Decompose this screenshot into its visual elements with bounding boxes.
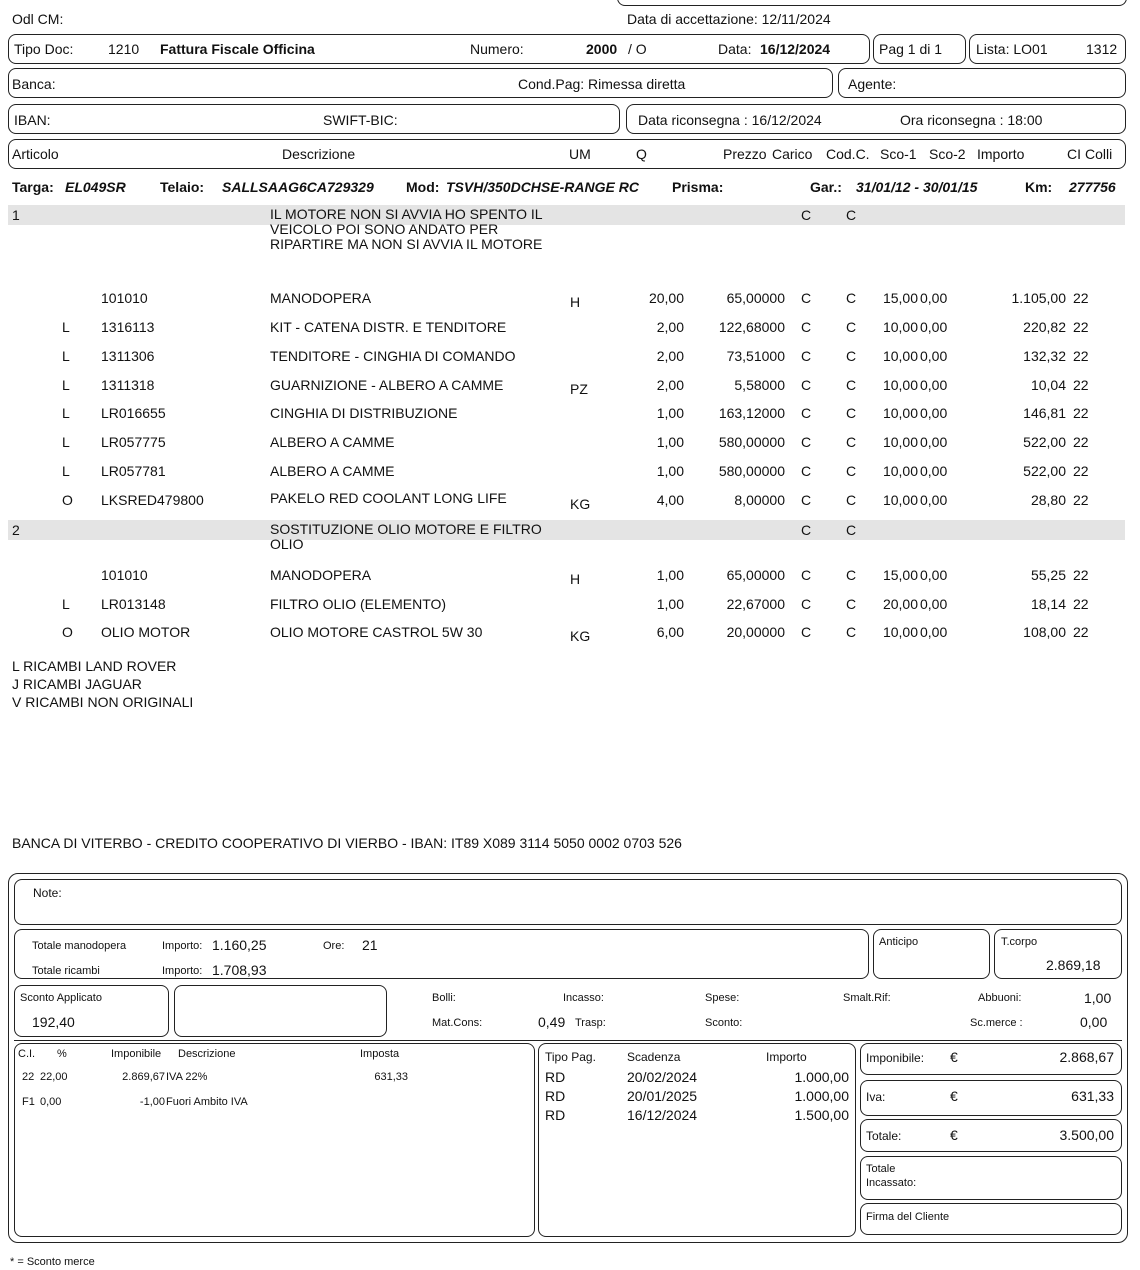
footnote: * = Sconto merce — [10, 1256, 95, 1268]
row-carico: C — [801, 434, 812, 450]
row-importo: 1.105,00 — [1011, 290, 1066, 306]
tot-mano-imp-label: Importo: — [162, 940, 203, 952]
col-sco1: Sco-1 — [880, 146, 917, 162]
row-codc: C — [846, 319, 857, 335]
row-price: 65,00000 — [726, 567, 785, 583]
row-article: LR057781 — [101, 463, 166, 479]
section-1-number: 1 — [12, 207, 20, 223]
data-riconsegna: Data riconsegna : 16/12/2024 — [638, 112, 822, 128]
row-article: LR013148 — [101, 596, 166, 612]
sconto2-label: Sconto: — [705, 1017, 743, 1029]
firma-label: Firma del Cliente — [866, 1211, 950, 1223]
row-description: TENDITORE - CINGHIA DI COMANDO — [270, 348, 516, 364]
iva-value: 631,33 — [1071, 1088, 1114, 1104]
row-carico: C — [801, 290, 812, 306]
row-price: 65,00000 — [726, 290, 785, 306]
row-um: H — [570, 294, 581, 310]
km-label: Km: — [1025, 179, 1053, 195]
row-importo: 220,82 — [1023, 319, 1066, 335]
vat-1-pct: 22,00 — [40, 1071, 68, 1083]
totale-value: 3.500,00 — [1059, 1127, 1114, 1143]
pag-label: Pag 1 di 1 — [879, 41, 943, 57]
numero-suffix: / O — [628, 41, 647, 57]
iban-box — [8, 104, 620, 134]
row-codc: C — [846, 624, 857, 640]
pay-3-tipo: RD — [545, 1107, 566, 1123]
row-ci: 22 — [1073, 377, 1089, 393]
col-um: UM — [569, 146, 591, 162]
blank-box — [174, 985, 387, 1037]
abbuoni-label: Abbuoni: — [978, 992, 1022, 1004]
prisma-label: Prisma: — [672, 179, 724, 195]
vat-h-ci: C.I. — [18, 1048, 36, 1060]
row-article: LKSRED479800 — [101, 492, 204, 508]
row-article: OLIO MOTOR — [101, 624, 191, 640]
row-um: KG — [570, 628, 591, 644]
row-ci: 22 — [1073, 434, 1089, 450]
pay-1-scad: 20/02/2024 — [627, 1069, 698, 1085]
vat-2-imp: -1,00 — [139, 1096, 165, 1108]
pay-h-imp: Importo — [766, 1050, 807, 1064]
ore-value: 21 — [362, 937, 378, 953]
row-ci: 22 — [1073, 290, 1089, 306]
row-sco1: 10,00 — [882, 463, 918, 479]
row-carico: C — [801, 492, 812, 508]
vat-1-imp: 2.869,67 — [122, 1071, 165, 1083]
telaio-label: Telaio: — [160, 179, 205, 195]
pay-2-imp: 1.000,00 — [794, 1088, 849, 1104]
vat-h-pct: % — [57, 1048, 67, 1060]
tot-ric-imp-label: Importo: — [162, 965, 203, 977]
pay-3-imp: 1.500,00 — [794, 1107, 849, 1123]
ore-label: Ore: — [323, 940, 345, 952]
row-codc: C — [846, 463, 857, 479]
row-ci: 22 — [1073, 405, 1089, 421]
row-quantity: 1,00 — [656, 434, 684, 450]
row-type: L — [62, 463, 70, 479]
section-1-carico: C — [801, 207, 812, 223]
tcorpo-label: T.corpo — [1001, 936, 1038, 948]
tipo-doc-code: 1210 — [108, 41, 140, 57]
abbuoni-value: 1,00 — [1084, 990, 1112, 1006]
section-2-number: 2 — [12, 522, 20, 538]
iban-label: IBAN: — [14, 112, 51, 128]
vat-1-imposta: 631,33 — [374, 1071, 408, 1083]
lista-value: 1312 — [1086, 41, 1118, 57]
sconto-value: 192,40 — [32, 1014, 75, 1030]
section-2-description: SOSTITUZIONE OLIO MOTORE E FILTRO OLIO — [270, 521, 542, 552]
imponibile-euro: € — [950, 1049, 958, 1065]
banca-label: Banca: — [12, 76, 56, 92]
row-carico: C — [801, 596, 812, 612]
note-box — [14, 879, 1122, 925]
col-importo: Importo — [977, 146, 1025, 162]
row-sco1: 15,00 — [882, 567, 918, 583]
row-codc: C — [846, 290, 857, 306]
row-importo: 522,00 — [1023, 434, 1066, 450]
row-quantity: 1,00 — [656, 567, 684, 583]
row-sco1: 15,00 — [882, 290, 918, 306]
row-sco1: 10,00 — [882, 377, 918, 393]
row-um: KG — [570, 496, 591, 512]
row-type: L — [62, 319, 70, 335]
row-price: 20,00000 — [726, 624, 785, 640]
vat-2-desc: Fuori Ambito IVA — [166, 1096, 248, 1108]
row-price: 163,12000 — [718, 405, 785, 421]
row-type: O — [62, 624, 73, 640]
pay-h-scad: Scadenza — [627, 1050, 681, 1064]
row-carico: C — [801, 624, 812, 640]
row-quantity: 6,00 — [656, 624, 684, 640]
row-article: 1311318 — [101, 377, 155, 393]
ora-riconsegna: Ora riconsegna : 18:00 — [900, 112, 1043, 128]
pay-2-tipo: RD — [545, 1088, 566, 1104]
row-sco2: 0,00 — [920, 492, 948, 508]
row-type: L — [62, 434, 70, 450]
row-article: 101010 — [101, 567, 148, 583]
swift-label: SWIFT-BIC: — [323, 112, 398, 128]
agente-label: Agente: — [848, 76, 897, 92]
row-importo: 522,00 — [1023, 463, 1066, 479]
row-codc: C — [846, 492, 857, 508]
bolli-label: Bolli: — [432, 992, 456, 1004]
row-description: MANODOPERA — [270, 290, 372, 306]
legend-land-rover: L RICAMBI LAND ROVER — [12, 658, 177, 674]
iva-euro: € — [950, 1088, 958, 1104]
row-ci: 22 — [1073, 596, 1089, 612]
incasso-label: Incasso: — [563, 992, 604, 1004]
section-2-shade — [8, 520, 1125, 540]
targa-label: Targa: — [12, 179, 54, 195]
row-carico: C — [801, 319, 812, 335]
row-quantity: 1,00 — [656, 405, 684, 421]
vat-h-imponibile: Imponibile — [111, 1048, 162, 1060]
row-quantity: 2,00 — [656, 319, 684, 335]
row-type: L — [62, 377, 70, 393]
row-article: LR016655 — [101, 405, 166, 421]
totale-euro: € — [950, 1127, 958, 1143]
col-colli: Colli — [1085, 146, 1113, 162]
row-price: 580,00000 — [718, 434, 785, 450]
row-sco1: 20,00 — [882, 596, 918, 612]
row-description: KIT - CATENA DISTR. E TENDITORE — [270, 319, 507, 335]
row-sco2: 0,00 — [920, 434, 948, 450]
row-sco2: 0,00 — [920, 405, 948, 421]
telaio-value: SALLSAAG6CA729329 — [222, 179, 374, 195]
imponibile-label: Imponibile: — [866, 1051, 925, 1065]
row-codc: C — [846, 377, 857, 393]
row-description: PAKELO RED COOLANT LONG LIFE — [270, 490, 507, 506]
lista-label: Lista: LO01 — [976, 41, 1048, 57]
col-codc: Cod.C. — [826, 146, 870, 162]
row-ci: 22 — [1073, 567, 1089, 583]
tipo-doc-name: Fattura Fiscale Officina — [160, 41, 315, 57]
trasp-label: Trasp: — [575, 1017, 606, 1029]
row-importo: 10,04 — [1030, 377, 1066, 393]
row-sco1: 10,00 — [882, 434, 918, 450]
footer-divider — [14, 1040, 1122, 1041]
sconto-label: Sconto Applicato — [20, 992, 102, 1004]
row-ci: 22 — [1073, 463, 1089, 479]
smalt-label: Smalt.Rif: — [843, 992, 891, 1004]
row-quantity: 1,00 — [656, 463, 684, 479]
row-sco1: 10,00 — [882, 405, 918, 421]
row-quantity: 20,00 — [648, 290, 684, 306]
tot-mano-label: Totale manodopera — [32, 940, 127, 952]
row-importo: 55,25 — [1030, 567, 1066, 583]
col-articolo: Articolo — [12, 146, 59, 162]
section-1-description: IL MOTORE NON SI AVVIA HO SPENTO IL VEICOLO POI SONO ANDATO PER RIPARTIRE MA NON SI AVVIA IL MOTORE — [270, 206, 543, 252]
row-sco2: 0,00 — [920, 348, 948, 364]
row-um: PZ — [570, 381, 588, 397]
anticipo-label: Anticipo — [879, 936, 919, 948]
tot-ric-label: Totale ricambi — [32, 965, 100, 977]
odl-label: Odl CM: — [12, 11, 64, 27]
col-q: Q — [636, 146, 647, 162]
tipo-doc-label: Tipo Doc: — [14, 41, 74, 57]
data-value: 16/12/2024 — [760, 41, 831, 57]
row-ci: 22 — [1073, 319, 1089, 335]
row-sco1: 10,00 — [882, 492, 918, 508]
top-partial-box — [617, 0, 1127, 6]
row-carico: C — [801, 377, 812, 393]
row-article: LR057775 — [101, 434, 166, 450]
row-article: 101010 — [101, 290, 148, 306]
banca-box — [8, 68, 833, 98]
totale-incassato-label: Totale Incassato: — [866, 1163, 917, 1189]
row-sco2: 0,00 — [920, 377, 948, 393]
row-quantity: 1,00 — [656, 596, 684, 612]
row-price: 580,00000 — [718, 463, 785, 479]
vat-2-ci: F1 — [22, 1096, 35, 1108]
row-um: H — [570, 571, 581, 587]
scmerce-value: 0,00 — [1080, 1014, 1108, 1030]
tot-ric-value: 1.708,93 — [212, 962, 267, 978]
row-quantity: 2,00 — [656, 348, 684, 364]
row-description: ALBERO A CAMME — [270, 434, 395, 450]
vat-h-descr: Descrizione — [178, 1048, 236, 1060]
row-codc: C — [846, 434, 857, 450]
row-codc: C — [846, 596, 857, 612]
numero-value: 2000 — [586, 41, 618, 57]
mod-label: Mod: — [406, 179, 440, 195]
row-sco2: 0,00 — [920, 596, 948, 612]
row-codc: C — [846, 567, 857, 583]
row-description: CINGHIA DI DISTRIBUZIONE — [270, 405, 458, 421]
row-sco1: 10,00 — [882, 624, 918, 640]
legend-non-originali: V RICAMBI NON ORIGINALI — [12, 694, 194, 710]
row-description: GUARNIZIONE - ALBERO A CAMME — [270, 377, 504, 393]
iva-label: Iva: — [866, 1090, 886, 1104]
col-sco2: Sco-2 — [929, 146, 966, 162]
row-quantity: 4,00 — [656, 492, 684, 508]
section-2-codc: C — [846, 522, 857, 538]
tot-mano-value: 1.160,25 — [212, 937, 267, 953]
note-label: Note: — [33, 886, 62, 900]
row-type: O — [62, 492, 73, 508]
row-sco2: 0,00 — [920, 290, 948, 306]
row-description: ALBERO A CAMME — [270, 463, 395, 479]
section-1-shade — [8, 205, 1125, 225]
row-price: 5,58000 — [734, 377, 785, 393]
pay-3-scad: 16/12/2024 — [627, 1107, 698, 1123]
row-description: OLIO MOTORE CASTROL 5W 30 — [270, 624, 483, 640]
numero-label: Numero: — [470, 41, 524, 57]
imponibile-value: 2.868,67 — [1059, 1049, 1114, 1065]
col-carico: Carico — [772, 146, 813, 162]
vat-h-imposta: Imposta — [360, 1048, 400, 1060]
targa-value: EL049SR — [65, 179, 126, 195]
tcorpo-value: 2.869,18 — [1046, 957, 1101, 973]
row-type: L — [62, 596, 70, 612]
row-importo: 132,32 — [1023, 348, 1066, 364]
scmerce-label: Sc.merce : — [970, 1017, 1023, 1029]
col-descrizione: Descrizione — [282, 146, 356, 162]
matcons-label: Mat.Cons: — [432, 1017, 483, 1029]
row-type: L — [62, 405, 70, 421]
row-sco2: 0,00 — [920, 319, 948, 335]
row-sco1: 10,00 — [882, 348, 918, 364]
row-sco2: 0,00 — [920, 567, 948, 583]
data-label: Data: — [718, 41, 752, 57]
row-type: L — [62, 348, 70, 364]
row-codc: C — [846, 348, 857, 364]
row-sco2: 0,00 — [920, 463, 948, 479]
pay-2-scad: 20/01/2025 — [627, 1088, 698, 1104]
row-ci: 22 — [1073, 492, 1089, 508]
row-importo: 28,80 — [1030, 492, 1066, 508]
row-description: MANODOPERA — [270, 567, 372, 583]
row-importo: 146,81 — [1023, 405, 1066, 421]
row-quantity: 2,00 — [656, 377, 684, 393]
pay-h-tipo: Tipo Pag. — [545, 1050, 596, 1064]
vat-2-pct: 0,00 — [40, 1096, 62, 1108]
km-value: 277756 — [1069, 179, 1116, 195]
vat-box — [14, 1043, 535, 1237]
row-sco1: 10,00 — [882, 319, 918, 335]
row-importo: 18,14 — [1030, 596, 1066, 612]
row-ci: 22 — [1073, 624, 1089, 640]
vat-1-ci: 22 — [22, 1071, 35, 1083]
legend-jaguar: J RICAMBI JAGUAR — [12, 676, 142, 692]
accept-date: Data di accettazione: 12/11/2024 — [627, 11, 831, 27]
totals-box — [14, 929, 869, 979]
row-sco2: 0,00 — [920, 624, 948, 640]
col-prezzo: Prezzo — [723, 146, 767, 162]
row-article: 1316113 — [101, 319, 155, 335]
row-carico: C — [801, 405, 812, 421]
pay-1-tipo: RD — [545, 1069, 566, 1085]
totale-label: Totale: — [866, 1129, 902, 1143]
row-price: 122,68000 — [718, 319, 785, 335]
row-importo: 108,00 — [1023, 624, 1066, 640]
section-2-carico: C — [801, 522, 812, 538]
gar-label: Gar.: — [810, 179, 842, 195]
row-article: 1311306 — [101, 348, 155, 364]
matcons-value: 0,49 — [538, 1014, 566, 1030]
row-codc: C — [846, 405, 857, 421]
row-price: 73,51000 — [726, 348, 785, 364]
bank-line: BANCA DI VITERBO - CREDITO COOPERATIVO DI VIERBO - IBAN: IT89 X089 3114 5050 0002 0703 526 — [12, 835, 682, 851]
vat-1-desc: IVA 22% — [166, 1071, 208, 1083]
pay-1-imp: 1.000,00 — [794, 1069, 849, 1085]
row-price: 8,00000 — [734, 492, 785, 508]
gar-value: 31/01/12 - 30/01/15 — [856, 179, 978, 195]
row-carico: C — [801, 567, 812, 583]
col-ci: CI — [1067, 146, 1081, 162]
row-description: FILTRO OLIO (ELEMENTO) — [270, 596, 447, 612]
spese-label: Spese: — [705, 992, 740, 1004]
row-carico: C — [801, 348, 812, 364]
row-carico: C — [801, 463, 812, 479]
row-ci: 22 — [1073, 348, 1089, 364]
row-price: 22,67000 — [726, 596, 785, 612]
cond-pag: Cond.Pag: Rimessa diretta — [518, 76, 686, 92]
mod-value: TSVH/350DCHSE-RANGE RC — [446, 179, 639, 195]
section-1-codc: C — [846, 207, 857, 223]
